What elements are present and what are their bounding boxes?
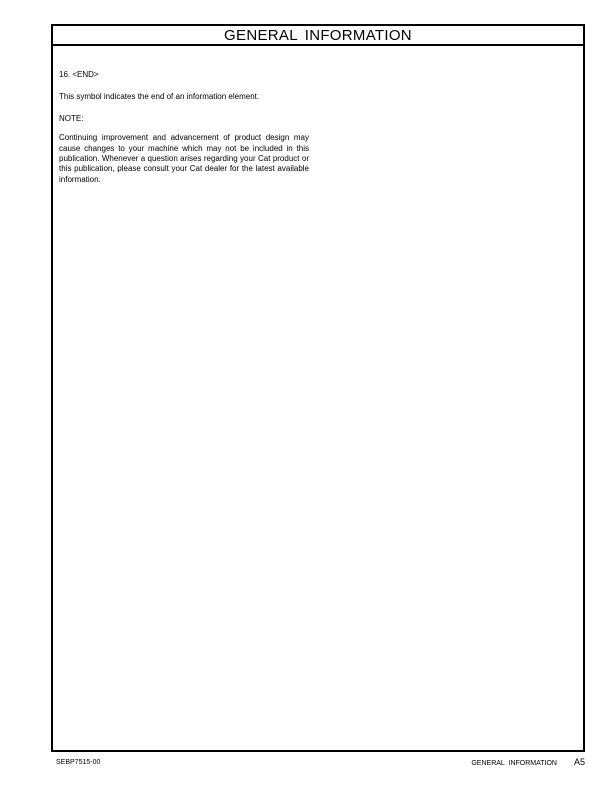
note-text: Continuing improvement and advancement of product design may cause changes to your machine which may not be included in this publication. Whenever a question arises regarding your Cat product or this publication, please consult your Cat dealer for the latest available information. (59, 133, 309, 184)
footer-section-name: GENERAL INFORMATION (471, 760, 557, 767)
footer-page-number: A5 (573, 757, 585, 767)
item-description: This symbol indicates the end of an information element. (59, 92, 260, 102)
page-title: GENERAL INFORMATION (53, 26, 583, 46)
footer-right (471, 757, 585, 769)
note-label: NOTE: (59, 113, 84, 123)
page-frame (51, 24, 585, 752)
footer-document-number: SEBP7515-00 (56, 759, 101, 766)
item-heading: 16. <END> (59, 70, 99, 79)
content-column (59, 70, 309, 185)
